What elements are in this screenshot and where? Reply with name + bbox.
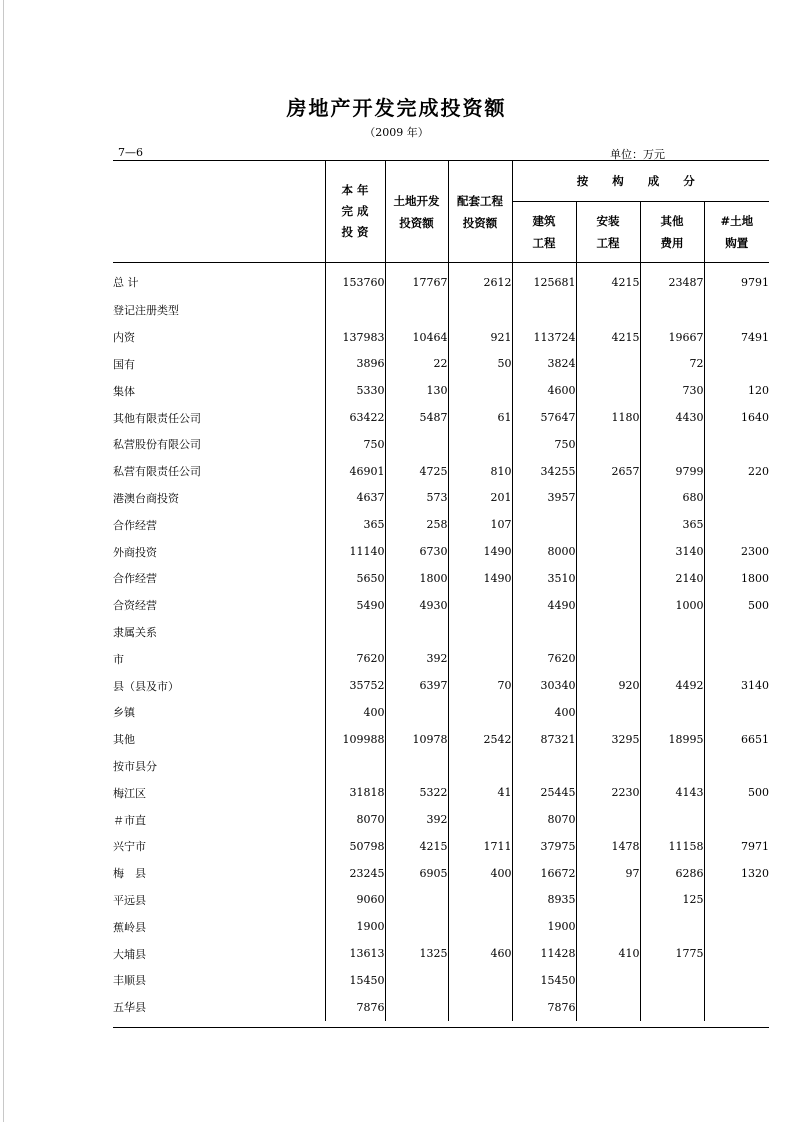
cell-value: 1490 <box>448 565 512 592</box>
header-construction-line1: 建筑 <box>532 214 556 228</box>
cell-value <box>640 967 704 994</box>
header-land-dev-line2: 投资额 <box>399 215 434 230</box>
cell-value: 400 <box>325 699 385 726</box>
row-label: 梅江区 <box>113 786 146 800</box>
cell-value: 258 <box>385 511 448 538</box>
cell-value: 125 <box>640 887 704 914</box>
cell-value <box>576 806 640 833</box>
row-label: 外商投资 <box>113 545 157 559</box>
table-row <box>113 699 769 726</box>
cell-value: 16672 <box>512 860 576 887</box>
table-row <box>113 565 769 592</box>
cell-value: 15450 <box>512 967 576 994</box>
row-label: 平远县 <box>113 893 146 907</box>
row-label: 乡镇 <box>113 706 135 720</box>
cell-value: 120 <box>704 377 769 404</box>
row-label: 县（县及市） <box>113 679 179 693</box>
cell-value <box>704 806 769 833</box>
row-label: 合作经营 <box>113 518 157 532</box>
header-main-line3: 投 资 <box>341 225 369 239</box>
table-row <box>113 645 769 672</box>
row-label: 登记注册类型 <box>113 304 179 318</box>
investment-table <box>113 160 769 1028</box>
cell-value: 23487 <box>640 263 704 298</box>
cell-value: 2300 <box>704 538 769 565</box>
cell-value: 11428 <box>512 940 576 967</box>
cell-value: 921 <box>448 324 512 351</box>
cell-value: 750 <box>512 431 576 458</box>
cell-value: 7620 <box>325 645 385 672</box>
cell-value <box>704 619 769 646</box>
table-code: 7—6 <box>118 146 143 159</box>
cell-value: 46901 <box>325 458 385 485</box>
cell-value <box>576 431 640 458</box>
row-label: 兴宁市 <box>113 840 146 854</box>
header-supporting <box>448 161 512 263</box>
cell-value <box>576 913 640 940</box>
cell-value: 11140 <box>325 538 385 565</box>
cell-value <box>448 431 512 458</box>
cell-value: 365 <box>640 511 704 538</box>
cell-value: 2230 <box>576 779 640 806</box>
cell-value: 107 <box>448 511 512 538</box>
cell-value: 680 <box>640 485 704 512</box>
cell-value: 810 <box>448 458 512 485</box>
header-main <box>325 161 385 263</box>
cell-value: 5330 <box>325 377 385 404</box>
cell-value <box>512 753 576 780</box>
cell-value: 109988 <box>325 726 385 753</box>
page-edge-line <box>3 0 4 1122</box>
cell-value <box>576 994 640 1021</box>
cell-value <box>385 994 448 1021</box>
header-main-line1: 本 年 <box>341 183 369 197</box>
cell-value: 1320 <box>704 860 769 887</box>
table-row <box>113 511 769 538</box>
cell-value <box>704 994 769 1021</box>
header-installation-line1: 安装 <box>596 214 620 228</box>
row-label: 总 计 <box>113 276 139 289</box>
cell-value: 3824 <box>512 351 576 378</box>
page-subtitle: （2009 年） <box>364 126 429 139</box>
cell-value: 1640 <box>704 404 769 431</box>
cell-value: 13613 <box>325 940 385 967</box>
cell-value <box>704 699 769 726</box>
cell-value: 1000 <box>640 592 704 619</box>
cell-value <box>704 297 769 324</box>
cell-value: 5322 <box>385 779 448 806</box>
cell-value <box>576 377 640 404</box>
cell-value: 113724 <box>512 324 576 351</box>
cell-value: 63422 <box>325 404 385 431</box>
cell-value: 4637 <box>325 485 385 512</box>
cell-value: 3510 <box>512 565 576 592</box>
cell-value <box>704 887 769 914</box>
cell-value: 9799 <box>640 458 704 485</box>
row-label: 合资经营 <box>113 599 157 613</box>
cell-value: 7876 <box>512 994 576 1021</box>
cell-value <box>325 753 385 780</box>
cell-value: 30340 <box>512 672 576 699</box>
cell-value: 400 <box>448 860 512 887</box>
cell-value: 460 <box>448 940 512 967</box>
cell-value: 11158 <box>640 833 704 860</box>
cell-value: 7971 <box>704 833 769 860</box>
cell-value <box>640 753 704 780</box>
table-row <box>113 833 769 860</box>
cell-value: 17767 <box>385 263 448 298</box>
cell-value <box>704 485 769 512</box>
cell-value: 15450 <box>325 967 385 994</box>
cell-value <box>704 753 769 780</box>
cell-value <box>325 619 385 646</box>
cell-value: 3295 <box>576 726 640 753</box>
cell-value: 2657 <box>576 458 640 485</box>
row-label: 丰顺县 <box>113 974 146 988</box>
cell-value <box>576 887 640 914</box>
header-construction-line2: 工程 <box>532 236 556 250</box>
table-row <box>113 753 769 780</box>
row-label: 其他 <box>113 733 135 747</box>
cell-value <box>448 753 512 780</box>
cell-value <box>640 431 704 458</box>
cell-value: 410 <box>576 940 640 967</box>
cell-value <box>640 297 704 324</box>
table-row <box>113 940 769 967</box>
header-construction <box>512 202 576 263</box>
cell-value: 6397 <box>385 672 448 699</box>
cell-value <box>576 699 640 726</box>
cell-value: 7876 <box>325 994 385 1021</box>
header-land-dev-line1: 土地开发 <box>393 193 440 208</box>
header-main-line2: 完 成 <box>341 204 369 218</box>
cell-value: 3140 <box>640 538 704 565</box>
cell-value: 4600 <box>512 377 576 404</box>
cell-value: 6905 <box>385 860 448 887</box>
cell-value: 4215 <box>576 263 640 298</box>
cell-value: 4143 <box>640 779 704 806</box>
cell-value <box>576 351 640 378</box>
cell-value <box>576 619 640 646</box>
page-title: 房地产开发完成投资额 <box>286 96 507 120</box>
cell-value: 4492 <box>640 672 704 699</box>
cell-value <box>385 431 448 458</box>
cell-value: 31818 <box>325 779 385 806</box>
cell-value: 5650 <box>325 565 385 592</box>
cell-value <box>448 887 512 914</box>
cell-value: 25445 <box>512 779 576 806</box>
table-row <box>113 485 769 512</box>
cell-value <box>448 592 512 619</box>
cell-value: 50 <box>448 351 512 378</box>
cell-value: 57647 <box>512 404 576 431</box>
cell-value <box>640 806 704 833</box>
cell-value: 1478 <box>576 833 640 860</box>
table-row <box>113 297 769 324</box>
cell-value <box>448 619 512 646</box>
cell-value: 1800 <box>704 565 769 592</box>
header-land-purchase-line2: 购置 <box>725 236 749 250</box>
cell-value: 34255 <box>512 458 576 485</box>
cell-value: 3140 <box>704 672 769 699</box>
cell-value: 500 <box>704 779 769 806</box>
table-row <box>113 538 769 565</box>
cell-value: 41 <box>448 779 512 806</box>
cell-value: 10464 <box>385 324 448 351</box>
cell-value: 61 <box>448 404 512 431</box>
cell-value: 70 <box>448 672 512 699</box>
cell-value: 22 <box>385 351 448 378</box>
cell-value <box>385 699 448 726</box>
cell-value: 97 <box>576 860 640 887</box>
table-row <box>113 458 769 485</box>
cell-value: 125681 <box>512 263 576 298</box>
table-row <box>113 887 769 914</box>
cell-value <box>385 753 448 780</box>
cell-value: 500 <box>704 592 769 619</box>
cell-value <box>640 619 704 646</box>
cell-value <box>512 297 576 324</box>
row-label: 蕉岭县 <box>113 920 146 934</box>
cell-value: 10978 <box>385 726 448 753</box>
cell-value: 920 <box>576 672 640 699</box>
cell-value: 5490 <box>325 592 385 619</box>
header-land-purchase <box>704 202 769 263</box>
cell-value: 1775 <box>640 940 704 967</box>
cell-value: 153760 <box>325 263 385 298</box>
table-row <box>113 263 769 298</box>
cell-value: 3896 <box>325 351 385 378</box>
cell-value <box>512 619 576 646</box>
cell-value <box>448 994 512 1021</box>
cell-value <box>704 967 769 994</box>
cell-value: 392 <box>385 645 448 672</box>
cell-value: 750 <box>325 431 385 458</box>
cell-value: 4490 <box>512 592 576 619</box>
cell-value <box>704 913 769 940</box>
cell-value <box>385 887 448 914</box>
cell-value: 6286 <box>640 860 704 887</box>
cell-value: 5487 <box>385 404 448 431</box>
cell-value <box>704 511 769 538</box>
cell-value <box>448 967 512 994</box>
cell-value <box>448 377 512 404</box>
cell-value <box>576 511 640 538</box>
row-label: 合作经营 <box>113 572 157 586</box>
row-label: 内资 <box>113 331 135 345</box>
row-label: ＃市直 <box>113 813 146 827</box>
cell-value <box>576 297 640 324</box>
header-other-line1: 其他 <box>660 214 684 228</box>
cell-value: 365 <box>325 511 385 538</box>
cell-value: 87321 <box>512 726 576 753</box>
row-label: 隶属关系 <box>113 625 157 639</box>
table-row <box>113 779 769 806</box>
cell-value: 4430 <box>640 404 704 431</box>
header-supporting-line1: 配套工程 <box>457 193 503 208</box>
cell-value: 1900 <box>325 913 385 940</box>
cell-value <box>640 913 704 940</box>
cell-value: 1490 <box>448 538 512 565</box>
cell-value: 8935 <box>512 887 576 914</box>
cell-value <box>448 913 512 940</box>
cell-value: 1900 <box>512 913 576 940</box>
cell-value: 201 <box>448 485 512 512</box>
cell-value: 3957 <box>512 485 576 512</box>
cell-value: 37975 <box>512 833 576 860</box>
cell-value <box>640 994 704 1021</box>
cell-value: 9060 <box>325 887 385 914</box>
cell-value: 7491 <box>704 324 769 351</box>
row-label: 私营股份有限公司 <box>113 438 201 452</box>
unit-label: 单位：万元 <box>610 148 665 161</box>
cell-value: 137983 <box>325 324 385 351</box>
cell-value <box>640 645 704 672</box>
cell-value: 4215 <box>576 324 640 351</box>
cell-value <box>576 485 640 512</box>
cell-value <box>704 940 769 967</box>
cell-value: 220 <box>704 458 769 485</box>
table-row <box>113 619 769 646</box>
cell-value: 50798 <box>325 833 385 860</box>
cell-value <box>512 511 576 538</box>
table-row <box>113 377 769 404</box>
cell-value: 730 <box>640 377 704 404</box>
cell-value <box>385 297 448 324</box>
cell-value <box>576 753 640 780</box>
row-label: 港澳台商投资 <box>113 491 179 505</box>
table-row <box>113 672 769 699</box>
row-label: 大埔县 <box>113 947 146 961</box>
header-land-purchase-line1: #土地 <box>720 214 754 228</box>
row-label: 私营有限责任公司 <box>113 465 201 479</box>
cell-value <box>448 297 512 324</box>
header-installation <box>576 202 640 263</box>
cell-value <box>385 913 448 940</box>
cell-value: 72 <box>640 351 704 378</box>
cell-value: 400 <box>512 699 576 726</box>
cell-value: 6651 <box>704 726 769 753</box>
header-item-column <box>113 161 325 263</box>
row-label: 集体 <box>113 384 135 398</box>
cell-value: 4725 <box>385 458 448 485</box>
cell-value <box>704 351 769 378</box>
header-other-line2: 费用 <box>660 236 684 250</box>
table-row <box>113 726 769 753</box>
cell-value: 8000 <box>512 538 576 565</box>
cell-value: 2140 <box>640 565 704 592</box>
header-other <box>640 202 704 263</box>
cell-value: 573 <box>385 485 448 512</box>
header-installation-line2: 工程 <box>596 236 620 250</box>
table-row <box>113 351 769 378</box>
table-row <box>113 967 769 994</box>
cell-value <box>448 806 512 833</box>
cell-value <box>448 699 512 726</box>
cell-value: 392 <box>385 806 448 833</box>
header-land-dev <box>385 161 448 263</box>
cell-value: 1800 <box>385 565 448 592</box>
cell-value: 8070 <box>325 806 385 833</box>
cell-value <box>576 645 640 672</box>
cell-value: 2542 <box>448 726 512 753</box>
cell-value: 1711 <box>448 833 512 860</box>
cell-value <box>385 619 448 646</box>
row-label: 其他有限责任公司 <box>113 411 201 425</box>
table-row <box>113 860 769 887</box>
row-label: 按市县分 <box>113 759 157 773</box>
cell-value <box>448 645 512 672</box>
table-body <box>113 263 769 1021</box>
header-supporting-line2: 投资额 <box>462 215 498 230</box>
cell-value: 4215 <box>385 833 448 860</box>
table-row <box>113 994 769 1021</box>
cell-value <box>385 967 448 994</box>
table-header <box>113 161 769 263</box>
cell-value: 35752 <box>325 672 385 699</box>
cell-value: 1180 <box>576 404 640 431</box>
cell-value: 130 <box>385 377 448 404</box>
cell-value <box>576 967 640 994</box>
cell-value: 19667 <box>640 324 704 351</box>
table-row <box>113 431 769 458</box>
table-row <box>113 324 769 351</box>
row-label: 市 <box>113 652 124 666</box>
cell-value <box>640 699 704 726</box>
row-label: 五华县 <box>113 1001 146 1015</box>
cell-value: 18995 <box>640 726 704 753</box>
cell-value: 4930 <box>385 592 448 619</box>
table-row <box>113 913 769 940</box>
table-row <box>113 404 769 431</box>
table-row <box>113 592 769 619</box>
header-composition-group: 按 构 成 分 <box>512 161 769 202</box>
cell-value <box>704 645 769 672</box>
row-label: 国有 <box>113 357 135 371</box>
cell-value: 2612 <box>448 263 512 298</box>
cell-value <box>576 565 640 592</box>
cell-value <box>325 297 385 324</box>
cell-value: 6730 <box>385 538 448 565</box>
cell-value <box>704 431 769 458</box>
cell-value: 7620 <box>512 645 576 672</box>
cell-value <box>576 592 640 619</box>
table-row <box>113 806 769 833</box>
cell-value: 1325 <box>385 940 448 967</box>
cell-value: 9791 <box>704 263 769 298</box>
cell-value: 23245 <box>325 860 385 887</box>
cell-value: 8070 <box>512 806 576 833</box>
cell-value <box>576 538 640 565</box>
row-label: 梅 县 <box>113 867 146 881</box>
